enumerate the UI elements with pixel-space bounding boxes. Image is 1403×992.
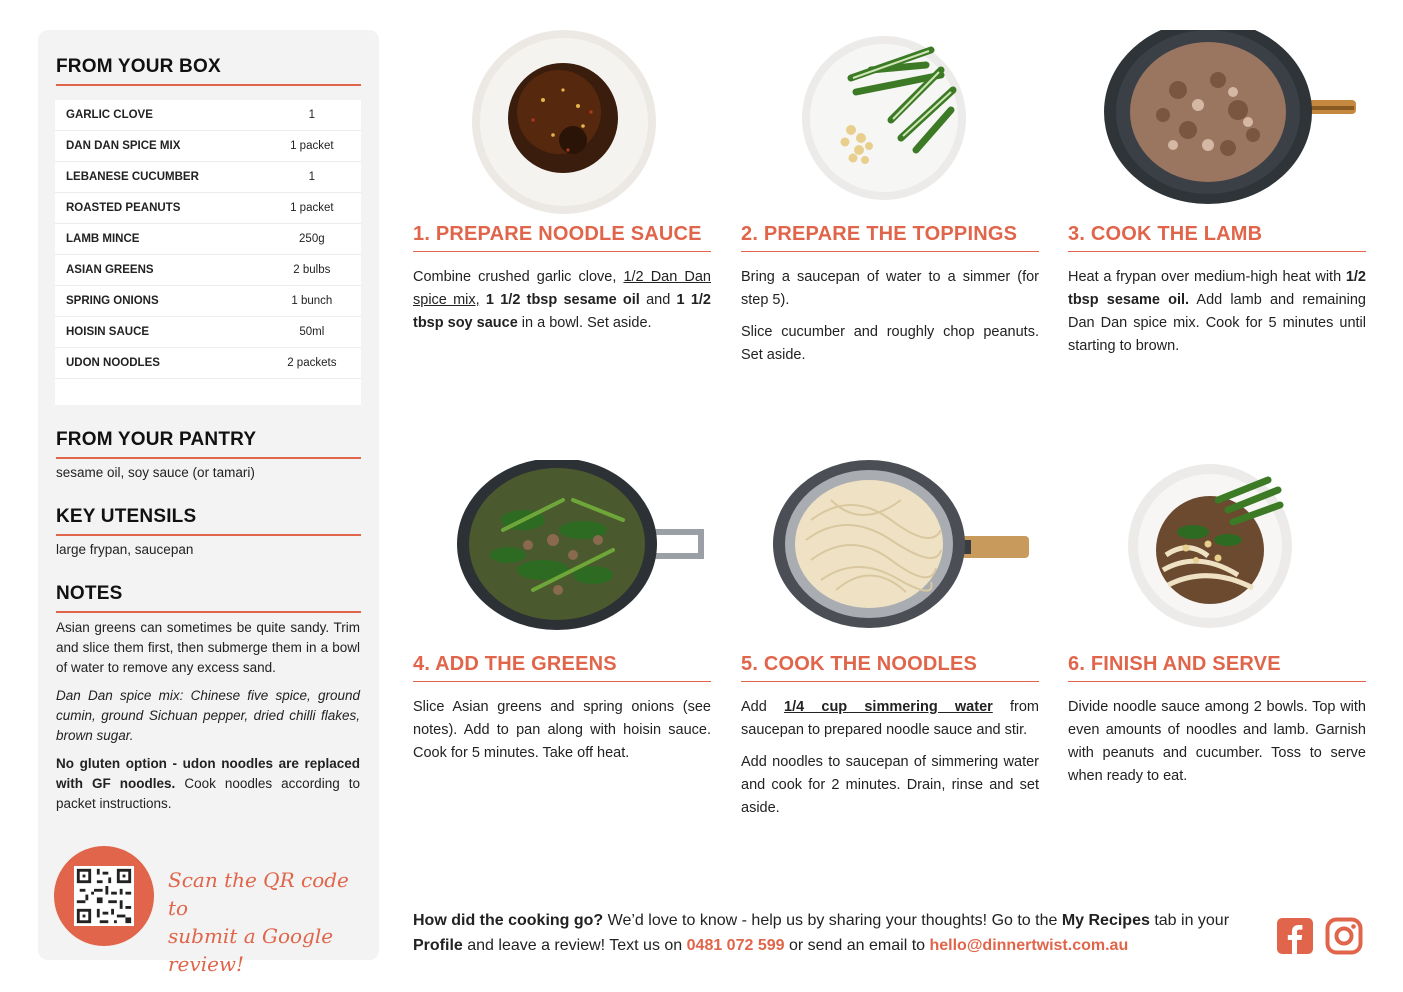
text-run: Combine crushed garlic clove,	[413, 269, 624, 285]
step-2	[741, 30, 1039, 370]
ingredients-sidebar	[38, 30, 379, 976]
noodles-colander-image	[741, 460, 1039, 650]
step-2-body	[741, 266, 1039, 376]
text-run: from saucepan to prepared noodle sauce and stir.	[741, 699, 1039, 738]
ingredient-row	[55, 193, 361, 224]
step-1-paragraph	[413, 266, 711, 335]
notes-heading: NOTES	[56, 583, 361, 613]
step-2-title: 2. PREPARE THE TOPPINGS	[741, 223, 1039, 252]
ingredient-row	[55, 317, 361, 348]
step-4-title: 4. ADD THE GREENS	[413, 653, 711, 682]
ingredient-quantity: 2 packets	[287, 357, 337, 369]
text-run: tab in your	[1149, 912, 1230, 929]
ingredient-row	[55, 255, 361, 286]
notes-paragraph: Asian greens can sometimes be quite sandy. Trim and slice them first, then submerge them in a bowl of water to remove any excess sand.	[56, 620, 360, 675]
pantry-heading: FROM YOUR PANTRY	[56, 429, 361, 459]
step-5-paragraph-2: Add noodles to saucepan of simmering water and cook for 2 minutes. Drain, rinse and set aside.	[741, 754, 1039, 816]
sesame-oil-bold: 1/2 tbsp sesame oil.	[1068, 269, 1366, 308]
ingredient-row	[55, 224, 361, 255]
text-run: or send an email to	[784, 937, 930, 954]
step-4-paragraph: Slice Asian greens and spring onions (see notes). Add to pan along with hoisin sauce. Cook for 5 minutes. Take off heat.	[413, 699, 711, 761]
ingredient-name: UDON NOODLES	[66, 357, 160, 369]
qr-caption-line2: submit a Google review!	[168, 924, 334, 976]
pantry-text: sesame oil, soy sauce (or tamari)	[56, 465, 255, 480]
qr-caption-line1: Scan the QR code to	[168, 868, 349, 920]
ingredient-quantity: 1	[308, 171, 316, 183]
step-3-body	[1068, 266, 1366, 367]
ingredient-quantity: 250g	[299, 233, 325, 245]
ingredient-name: ASIAN GREENS	[66, 264, 154, 276]
text-run: Add lamb and remaining Dan Dan spice mix. Cook for 5 minutes until starting to brown.	[1068, 292, 1366, 354]
soy-sauce-bold: 1 1/2 tbsp soy sauce	[413, 292, 711, 331]
utensils-text: large frypan, saucepan	[56, 542, 194, 557]
step-6-paragraph: Divide noodle sauce among 2 bowls. Top with even amounts of noodles and lamb. Garnish with peanuts and cucumber. Toss to serve when ready to eat.	[1068, 699, 1366, 784]
footer-question: How did the cooking go?	[413, 912, 604, 929]
sesame-oil-bold: 1 1/2 tbsp sesame oil	[479, 292, 640, 308]
step-6-title: 6. FINISH AND SERVE	[1068, 653, 1366, 682]
step-3-paragraph	[1068, 266, 1366, 358]
cucumber-peanuts-plate-image	[741, 30, 1039, 220]
utensils-heading: KEY UTENSILS	[56, 506, 361, 536]
simmering-water-bold: 1/4 cup simmering water	[784, 699, 993, 715]
step-1	[413, 30, 711, 370]
ingredient-name: DAN DAN SPICE MIX	[66, 140, 181, 152]
spice-mix-underlined: 1/2 Dan Dan spice mix,	[413, 269, 711, 308]
qr-code-icon[interactable]	[74, 866, 134, 926]
step-5-paragraph-1	[741, 696, 1039, 742]
step-5	[741, 460, 1039, 860]
notes-gf-bold: No gluten option - udon noodles are replaced with GF noodles.	[56, 756, 360, 791]
ingredient-quantity: 2 bulbs	[293, 264, 331, 276]
ingredient-name: SPRING ONIONS	[66, 295, 159, 307]
step-5-title: 5. COOK THE NOODLES	[741, 653, 1039, 682]
step-2-paragraph-2: Slice cucumber and roughly chop peanuts. Set aside.	[741, 324, 1039, 363]
box-heading: FROM YOUR BOX	[56, 56, 361, 86]
ingredient-name: GARLIC CLOVE	[66, 109, 153, 121]
ingredient-quantity: 1 packet	[290, 202, 334, 214]
phone-link[interactable]: 0481 072 599	[686, 937, 785, 954]
qr-code-badge[interactable]	[54, 846, 154, 946]
notes-gf-rest: Cook noodles according to packet instructions.	[56, 776, 360, 811]
ingredients-table	[55, 100, 361, 405]
step-3	[1068, 30, 1366, 370]
served-bowl-image	[1068, 460, 1366, 650]
ingredient-quantity: 1 packet	[290, 140, 334, 152]
greens-frypan-image	[413, 460, 711, 650]
step-2-paragraph-1: Bring a saucepan of water to a simmer (for step 5).	[741, 269, 1039, 308]
text-run: in a bowl. Set aside.	[517, 315, 652, 331]
lamb-frypan-image	[1068, 30, 1366, 220]
ingredient-row	[55, 131, 361, 162]
ingredient-row	[55, 348, 361, 379]
ingredient-row	[55, 162, 361, 193]
step-3-title: 3. COOK THE LAMB	[1068, 223, 1366, 252]
facebook-icon[interactable]	[1276, 917, 1314, 955]
ingredient-name: HOISIN SAUCE	[66, 326, 150, 338]
ingredient-name: ROASTED PEANUTS	[66, 202, 181, 214]
qr-caption	[168, 866, 363, 978]
ingredient-name: LAMB MINCE	[66, 233, 140, 245]
step-5-body	[741, 696, 1039, 829]
step-1-title: 1. PREPARE NOODLE SAUCE	[413, 223, 711, 252]
text-run: Heat a frypan over medium-high heat with	[1068, 269, 1346, 285]
ingredient-name: LEBANESE CUCUMBER	[66, 171, 199, 183]
my-recipes-label: My Recipes	[1061, 912, 1150, 929]
notes-spice-mix: Dan Dan spice mix: Chinese five spice, ground cumin, ground Sichuan pepper, dried chilli flakes, brown sugar.	[56, 688, 360, 743]
step-1-body	[413, 266, 711, 344]
ingredient-quantity: 1	[308, 109, 316, 121]
noodle-sauce-bowl-image	[413, 30, 711, 220]
step-4	[413, 460, 711, 860]
step-6-body	[1068, 696, 1366, 797]
notes-gluten-free	[56, 754, 360, 814]
text-run: Add	[741, 699, 785, 715]
email-link[interactable]: hello@dinnertwist.com.au	[929, 937, 1129, 954]
notes-body	[56, 618, 360, 822]
ingredient-row	[55, 100, 361, 131]
instagram-icon[interactable]	[1325, 917, 1363, 955]
text-run: and	[639, 292, 677, 308]
step-4-body	[413, 696, 711, 774]
text-run: We’d love to know - help us by sharing your thoughts! Go to the	[603, 912, 1062, 929]
ingredient-quantity: 50ml	[299, 326, 325, 338]
ingredient-row	[55, 286, 361, 317]
text-run: and leave a review! Text us on	[462, 937, 687, 954]
review-footer	[413, 908, 1263, 958]
profile-label: Profile	[413, 937, 463, 954]
ingredient-quantity: 1 bunch	[291, 295, 333, 307]
step-6	[1068, 460, 1366, 860]
